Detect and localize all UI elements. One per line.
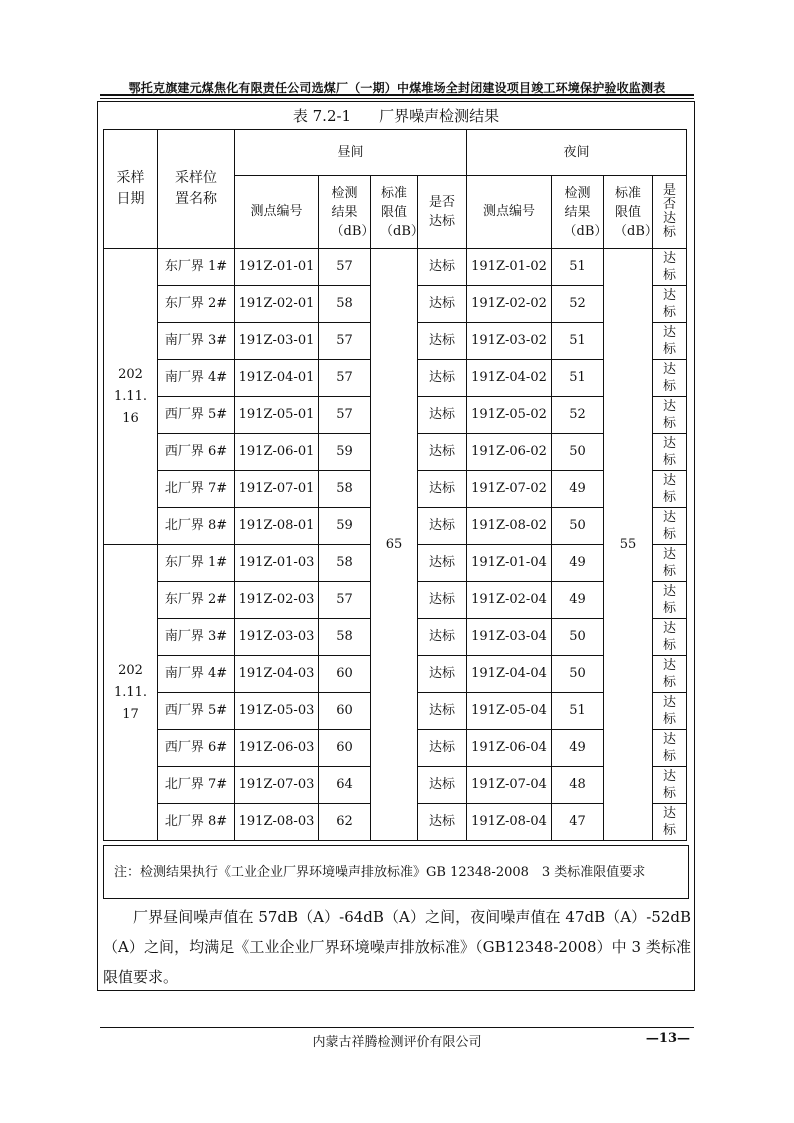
day-result-cell: 57 bbox=[319, 323, 371, 360]
day-point-id-cell: 191Z-06-01 bbox=[235, 434, 319, 471]
table-note: 注：检测结果执行《工业企业厂界环境噪声排放标准》GB 12348-2008 3 类标准限值要求 bbox=[103, 845, 689, 899]
night-meets-cell: 达标 bbox=[653, 360, 687, 397]
day-point-id-cell: 191Z-04-03 bbox=[235, 656, 319, 693]
night-result-cell: 51 bbox=[552, 693, 604, 730]
day-result-cell: 60 bbox=[319, 656, 371, 693]
night-meets-cell: 达标 bbox=[653, 471, 687, 508]
page-number: —13— bbox=[645, 1031, 690, 1046]
night-point-id-cell: 191Z-05-02 bbox=[467, 397, 552, 434]
day-point-id-cell: 191Z-02-03 bbox=[235, 582, 319, 619]
sampling-date-cell: 2021.11.16 bbox=[104, 249, 158, 545]
night-point-id-cell: 191Z-07-04 bbox=[467, 767, 552, 804]
night-meets-cell: 达标 bbox=[653, 249, 687, 286]
header-rule bbox=[100, 94, 694, 96]
night-point-id-cell: 191Z-02-02 bbox=[467, 286, 552, 323]
night-point-id-cell: 191Z-01-04 bbox=[467, 545, 552, 582]
day-meets-cell: 达标 bbox=[418, 619, 467, 656]
night-meets-cell: 达标 bbox=[653, 656, 687, 693]
header-day-result: 检测结果（dB） bbox=[319, 176, 371, 249]
day-result-cell: 57 bbox=[319, 582, 371, 619]
day-point-id-cell: 191Z-06-03 bbox=[235, 730, 319, 767]
night-point-id-cell: 191Z-01-02 bbox=[467, 249, 552, 286]
header-night-limit: 标准限值（dB） bbox=[604, 176, 653, 249]
night-point-id-cell: 191Z-07-02 bbox=[467, 471, 552, 508]
location-cell: 东厂界 2# bbox=[158, 286, 235, 323]
header-night-point-id: 测点编号 bbox=[467, 176, 552, 249]
day-meets-cell: 达标 bbox=[418, 323, 467, 360]
day-result-cell: 58 bbox=[319, 619, 371, 656]
night-result-cell: 47 bbox=[552, 804, 604, 841]
location-cell: 东厂界 2# bbox=[158, 582, 235, 619]
location-cell: 东厂界 1# bbox=[158, 249, 235, 286]
night-meets-cell: 达标 bbox=[653, 508, 687, 545]
night-result-cell: 51 bbox=[552, 360, 604, 397]
day-point-id-cell: 191Z-07-01 bbox=[235, 471, 319, 508]
day-result-cell: 58 bbox=[319, 286, 371, 323]
day-point-id-cell: 191Z-03-03 bbox=[235, 619, 319, 656]
day-result-cell: 57 bbox=[319, 397, 371, 434]
location-cell: 北厂界 8# bbox=[158, 508, 235, 545]
header-sampling-date: 采样日期 bbox=[104, 130, 158, 249]
night-meets-cell: 达标 bbox=[653, 397, 687, 434]
location-cell: 南厂界 3# bbox=[158, 619, 235, 656]
day-point-id-cell: 191Z-01-01 bbox=[235, 249, 319, 286]
location-cell: 东厂界 1# bbox=[158, 545, 235, 582]
header-day-meets: 是否达标 bbox=[418, 176, 467, 249]
day-result-cell: 59 bbox=[319, 434, 371, 471]
header-day-limit: 标准限值（dB） bbox=[371, 176, 418, 249]
night-result-cell: 49 bbox=[552, 582, 604, 619]
day-result-cell: 60 bbox=[319, 730, 371, 767]
header-night-meets: 是否达标 bbox=[653, 176, 687, 249]
location-cell: 北厂界 7# bbox=[158, 471, 235, 508]
night-point-id-cell: 191Z-04-04 bbox=[467, 656, 552, 693]
day-meets-cell: 达标 bbox=[418, 656, 467, 693]
location-cell: 西厂界 6# bbox=[158, 730, 235, 767]
night-meets-cell: 达标 bbox=[653, 619, 687, 656]
header-night-result: 检测结果（dB） bbox=[552, 176, 604, 249]
night-point-id-cell: 191Z-03-04 bbox=[467, 619, 552, 656]
day-meets-cell: 达标 bbox=[418, 730, 467, 767]
night-meets-cell: 达标 bbox=[653, 693, 687, 730]
day-result-cell: 57 bbox=[319, 249, 371, 286]
night-result-cell: 49 bbox=[552, 730, 604, 767]
night-result-cell: 50 bbox=[552, 434, 604, 471]
night-point-id-cell: 191Z-08-04 bbox=[467, 804, 552, 841]
header-nighttime: 夜间 bbox=[467, 130, 687, 176]
day-result-cell: 62 bbox=[319, 804, 371, 841]
day-result-cell: 57 bbox=[319, 360, 371, 397]
header-rule-thin bbox=[100, 98, 694, 99]
day-meets-cell: 达标 bbox=[418, 360, 467, 397]
location-cell: 西厂界 6# bbox=[158, 434, 235, 471]
night-meets-cell: 达标 bbox=[653, 767, 687, 804]
night-point-id-cell: 191Z-02-04 bbox=[467, 582, 552, 619]
day-point-id-cell: 191Z-07-03 bbox=[235, 767, 319, 804]
night-meets-cell: 达标 bbox=[653, 323, 687, 360]
day-result-cell: 58 bbox=[319, 545, 371, 582]
footer-rule bbox=[100, 1027, 694, 1028]
night-result-cell: 48 bbox=[552, 767, 604, 804]
night-meets-cell: 达标 bbox=[653, 582, 687, 619]
day-point-id-cell: 191Z-04-01 bbox=[235, 360, 319, 397]
day-meets-cell: 达标 bbox=[418, 397, 467, 434]
night-result-cell: 52 bbox=[552, 397, 604, 434]
header-sampling-location: 采样位置名称 bbox=[158, 130, 235, 249]
day-meets-cell: 达标 bbox=[418, 249, 467, 286]
day-point-id-cell: 191Z-08-03 bbox=[235, 804, 319, 841]
day-meets-cell: 达标 bbox=[418, 508, 467, 545]
night-point-id-cell: 191Z-06-02 bbox=[467, 434, 552, 471]
location-cell: 南厂界 3# bbox=[158, 323, 235, 360]
night-result-cell: 50 bbox=[552, 508, 604, 545]
document-header: 鄂托克旗建元煤焦化有限责任公司选煤厂（一期）中煤堆场全封闭建设项目竣工环境保护验收监测表 bbox=[128, 81, 666, 95]
noise-results-table bbox=[103, 129, 687, 841]
night-result-cell: 49 bbox=[552, 545, 604, 582]
location-cell: 西厂界 5# bbox=[158, 397, 235, 434]
night-result-cell: 50 bbox=[552, 619, 604, 656]
day-meets-cell: 达标 bbox=[418, 767, 467, 804]
location-cell: 南厂界 4# bbox=[158, 360, 235, 397]
night-result-cell: 49 bbox=[552, 471, 604, 508]
night-meets-cell: 达标 bbox=[653, 804, 687, 841]
day-meets-cell: 达标 bbox=[418, 286, 467, 323]
night-point-id-cell: 191Z-03-02 bbox=[467, 323, 552, 360]
night-point-id-cell: 191Z-08-02 bbox=[467, 508, 552, 545]
day-meets-cell: 达标 bbox=[418, 693, 467, 730]
day-point-id-cell: 191Z-03-01 bbox=[235, 323, 319, 360]
day-result-cell: 58 bbox=[319, 471, 371, 508]
night-meets-cell: 达标 bbox=[653, 434, 687, 471]
night-point-id-cell: 191Z-06-04 bbox=[467, 730, 552, 767]
day-point-id-cell: 191Z-08-01 bbox=[235, 508, 319, 545]
night-result-cell: 52 bbox=[552, 286, 604, 323]
night-point-id-cell: 191Z-04-02 bbox=[467, 360, 552, 397]
table-row bbox=[104, 249, 687, 286]
location-cell: 西厂界 5# bbox=[158, 693, 235, 730]
day-meets-cell: 达标 bbox=[418, 434, 467, 471]
night-point-id-cell: 191Z-05-04 bbox=[467, 693, 552, 730]
conclusion-paragraph: 厂界昼间噪声值在 57dB（A）-64dB（A）之间，夜间噪声值在 47dB（A）-52dB（A）之间，均满足《工业企业厂界环境噪声排放标准》（GB12348-2008）中 3 类标准限值要求。 bbox=[103, 908, 691, 986]
table-title: 厂界噪声检测结果 bbox=[379, 107, 500, 125]
day-meets-cell: 达标 bbox=[418, 545, 467, 582]
header-day-point-id: 测点编号 bbox=[235, 176, 319, 249]
location-cell: 南厂界 4# bbox=[158, 656, 235, 693]
day-point-id-cell: 191Z-05-03 bbox=[235, 693, 319, 730]
night-result-cell: 51 bbox=[552, 249, 604, 286]
night-meets-cell: 达标 bbox=[653, 730, 687, 767]
day-point-id-cell: 191Z-01-03 bbox=[235, 545, 319, 582]
table-caption bbox=[97, 105, 695, 126]
day-result-cell: 59 bbox=[319, 508, 371, 545]
day-meets-cell: 达标 bbox=[418, 582, 467, 619]
day-result-cell: 60 bbox=[319, 693, 371, 730]
day-meets-cell: 达标 bbox=[418, 471, 467, 508]
night-result-cell: 51 bbox=[552, 323, 604, 360]
header-daytime: 昼间 bbox=[235, 130, 467, 176]
night-limit-cell: 55 bbox=[604, 249, 653, 841]
day-point-id-cell: 191Z-05-01 bbox=[235, 397, 319, 434]
day-point-id-cell: 191Z-02-01 bbox=[235, 286, 319, 323]
sampling-date-cell: 2021.11.17 bbox=[104, 545, 158, 841]
day-result-cell: 64 bbox=[319, 767, 371, 804]
day-limit-cell: 65 bbox=[371, 249, 418, 841]
night-result-cell: 50 bbox=[552, 656, 604, 693]
night-meets-cell: 达标 bbox=[653, 286, 687, 323]
location-cell: 北厂界 7# bbox=[158, 767, 235, 804]
location-cell: 北厂界 8# bbox=[158, 804, 235, 841]
day-meets-cell: 达标 bbox=[418, 804, 467, 841]
table-number: 表 7.2-1 bbox=[292, 107, 352, 125]
footer-company: 内蒙古祥腾检测评价有限公司 bbox=[312, 1035, 482, 1050]
night-meets-cell: 达标 bbox=[653, 545, 687, 582]
